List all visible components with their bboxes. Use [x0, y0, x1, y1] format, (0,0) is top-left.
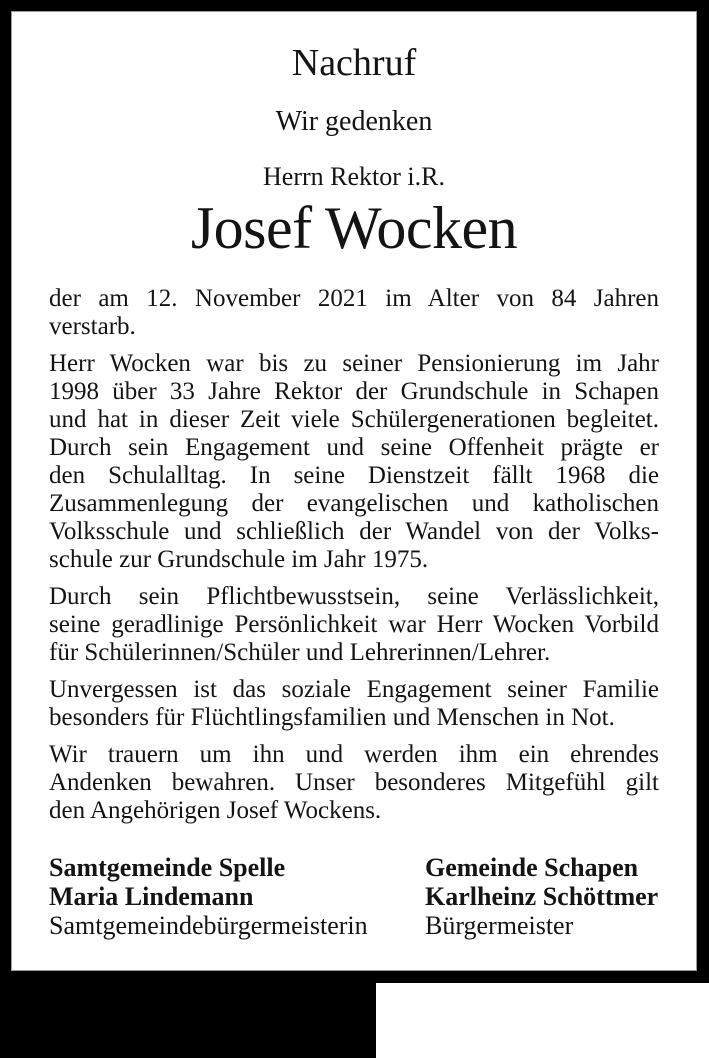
signature-left-name: Maria Lindemann: [49, 882, 254, 911]
body-paragraph: [49, 350, 659, 574]
body-paragraph: [49, 676, 659, 732]
body-paragraph: [49, 583, 659, 667]
bottom-right-panel: [376, 983, 709, 1058]
signature-right-org: Gemeinde Schapen: [425, 853, 639, 882]
body-paragraph: [49, 741, 659, 825]
signature-right-role: Bürgermeister: [425, 911, 574, 940]
obituary-subtitle: Wir gedenken: [275, 106, 433, 137]
signature-left-org: Samtgemeinde Spelle: [49, 853, 286, 882]
signature-right-name: Karlheinz Schöttmer: [425, 882, 659, 911]
signature-left: [49, 853, 425, 940]
body-line: den Angehörigen Josef Wockens.: [49, 797, 382, 824]
body-line: Herr Wocken war bis zu seiner Pensionierung im Jahr: [49, 350, 659, 377]
body-line: den Schulalltag. In seine Dienstzeit fällt 1968 die: [49, 462, 659, 489]
body-line: Andenken bewahren. Unser besonderes Mitgefühl gilt: [49, 769, 659, 796]
body-line: für Schülerinnen/Schüler und Lehrerinnen/Lehrer.: [49, 639, 551, 666]
deceased-honorific: Herrn Rektor i.R.: [263, 162, 445, 191]
body-line: Wir trauern um ihn und werden ihm ein ehrendes: [49, 741, 659, 768]
body-line: der am 12. November 2021 im Alter von 84 Jahren: [49, 285, 659, 312]
body-line: schule zur Grundschule im Jahr 1975.: [49, 546, 429, 573]
body-line: Durch sein Engagement und seine Offenheit prägte er: [49, 434, 659, 461]
obituary-card: [11, 11, 697, 971]
body-paragraph: [49, 285, 659, 341]
body-line: Unvergessen ist das soziale Engagement seiner Familie: [49, 676, 659, 703]
body-line: besonders für Flüchtlingsfamilien und Menschen in Not.: [49, 704, 615, 731]
signature-right: [425, 853, 659, 940]
body-line: 1998 über 33 Jahre Rektor der Grundschule in Schapen: [49, 378, 659, 405]
obituary-title: Nachruf: [291, 42, 417, 84]
signature-block: [49, 853, 659, 940]
body-line: und hat in dieser Zeit viele Schülergenerationen begleitet.: [49, 406, 659, 433]
body-line: verstarb.: [49, 313, 136, 340]
deceased-name: Josef Wocken: [190, 195, 518, 261]
body-line: seine geradlinige Persönlichkeit war Herr Wocken Vorbild: [49, 611, 659, 638]
body-line: Volksschule und schließlich der Wandel von der Volks-: [49, 518, 659, 545]
obituary-body: [49, 285, 659, 825]
obituary-content: [12, 43, 696, 940]
body-line: Zusammenlegung der evangelischen und katholischen: [49, 490, 659, 517]
body-line: Durch sein Pflichtbewusstsein, seine Verlässlichkeit,: [49, 583, 659, 610]
signature-left-role: Samtgemeindebürgermeisterin: [49, 911, 368, 940]
